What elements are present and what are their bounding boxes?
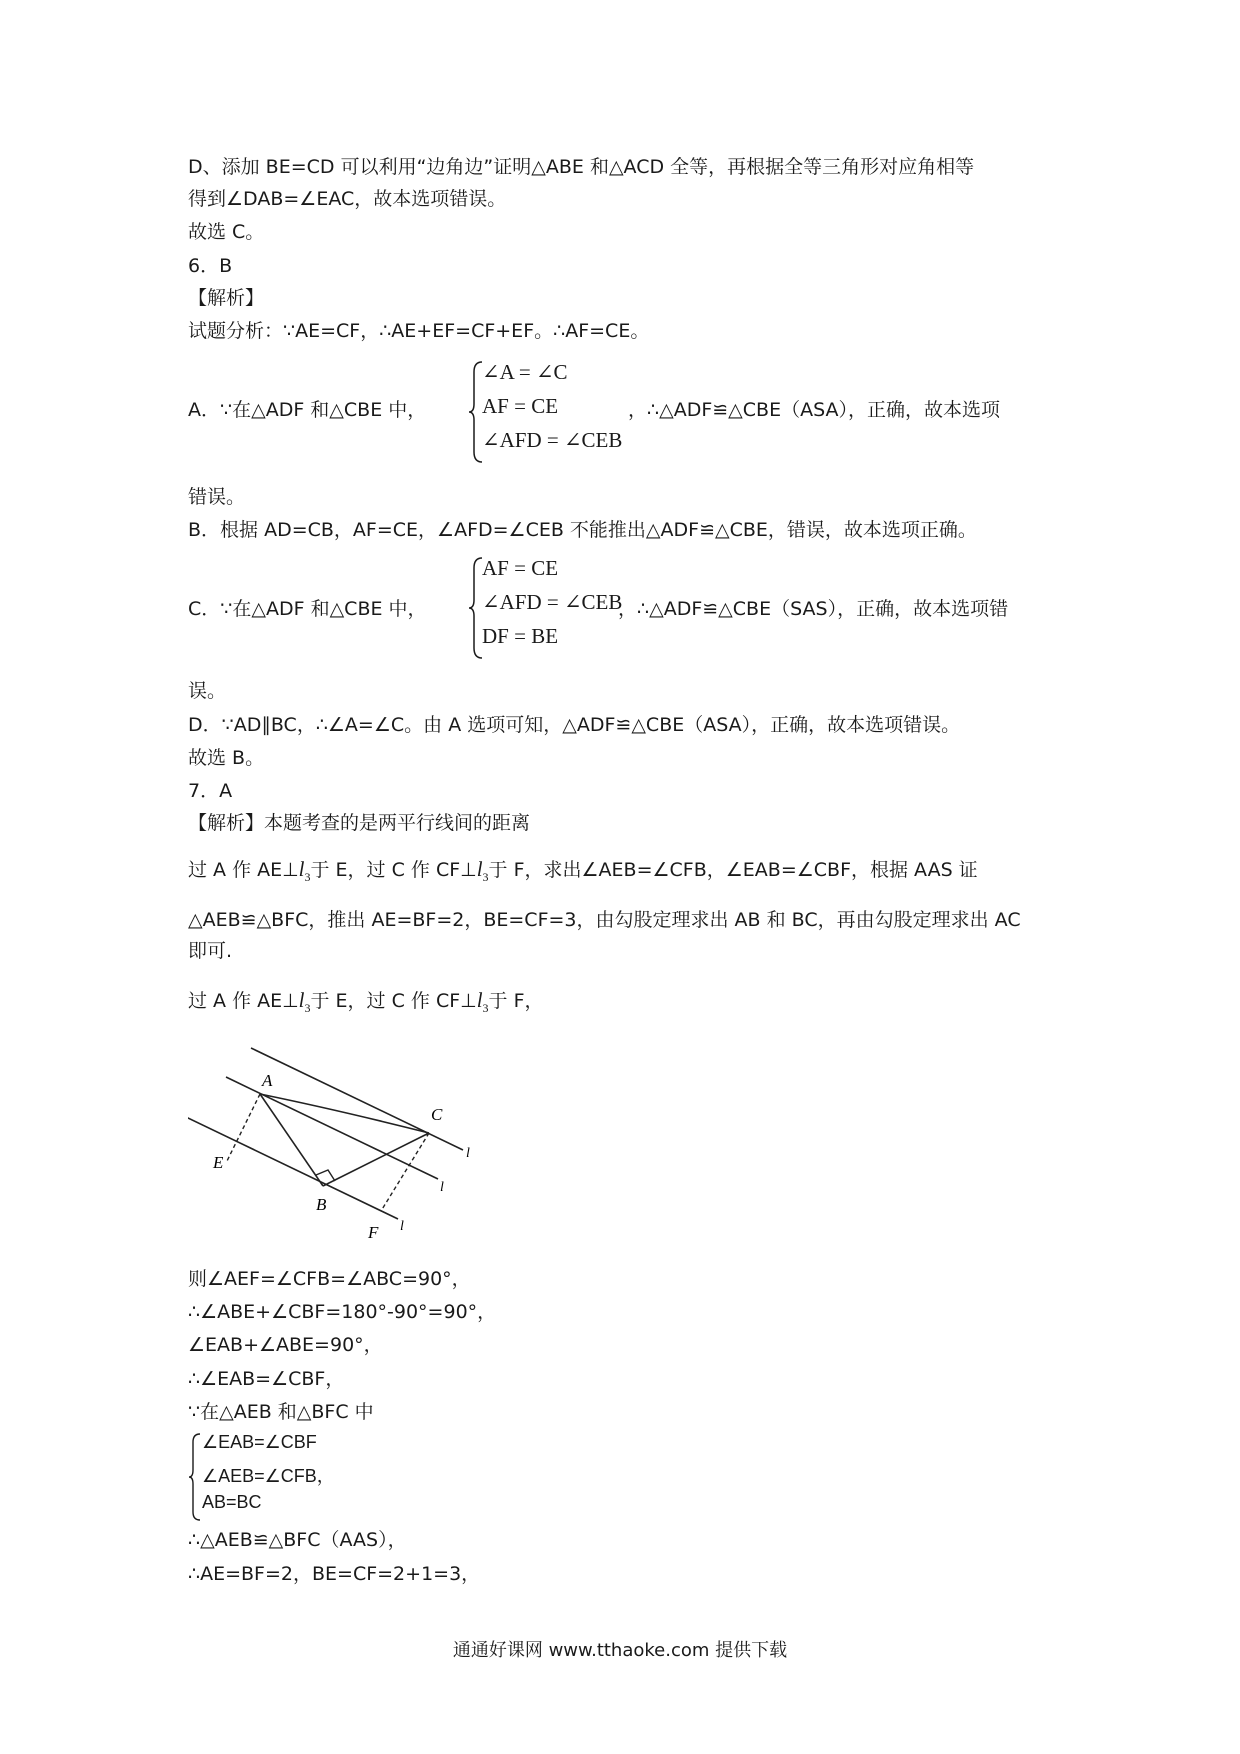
equation-line: AB=BC — [202, 1492, 262, 1512]
text-line: ∴AE=BF=2，BE=CF=2+1=3， — [188, 1563, 481, 1585]
option-a-prefix: A．∵在△ADF 和△CBE 中， — [188, 399, 427, 421]
section-heading: 【解析】本题考查的是两平行线间的距离 — [188, 812, 531, 834]
equation-line: AF = CE — [482, 556, 559, 580]
text-segment: 于 E，过 C 作 CF⊥ — [310, 990, 477, 1012]
label-a: A — [262, 1071, 273, 1090]
option-a-suffix: ，∴△ADF≌△CBE（ASA），正确，故本选项 — [628, 399, 1001, 421]
text-segment: 于 F， — [488, 990, 544, 1012]
text-line: △AEB≌△BFC，推出 AE=BF=2，BE=CF=3，由勾股定理求出 AB 和 BC，再由勾股定理求出 AC — [188, 909, 1021, 931]
text-segment: 过 A 作 AE⊥ — [188, 990, 299, 1012]
label-e: E — [213, 1153, 224, 1172]
text-line: 误。 — [188, 680, 227, 702]
text-line: ∠EAB+∠ABE=90°， — [188, 1334, 383, 1356]
option-b: B．根据 AD=CB，AF=CE，∠AFD=∠CEB 不能推出△ADF≌△CBE，错误，故本选项正确。 — [188, 519, 977, 541]
question-number: 6．B — [188, 255, 233, 277]
text-segment: 过 A 作 AE⊥ — [188, 859, 299, 881]
line-l3-symbol: $l_3$ — [476, 857, 489, 885]
text-line — [188, 987, 544, 1021]
option-c-suffix: ，∴△ADF≌△CBE（SAS），正确，故本选项错 — [618, 598, 1009, 620]
text-line: 错误。 — [188, 486, 246, 508]
equation-line: ∠AFD = ∠CEB — [482, 428, 623, 452]
option-c-prefix: C．∵在△ADF 和△CBE 中， — [188, 598, 427, 620]
equation-line: ∠AEB=∠CFB， — [202, 1466, 335, 1486]
text-line — [188, 856, 978, 890]
label-f: F — [368, 1223, 379, 1242]
label-b: B — [316, 1195, 327, 1214]
label-c: C — [431, 1105, 443, 1124]
text-line: ∴∠EAB=∠CBF， — [188, 1368, 345, 1390]
text-line: 得到∠DAB=∠EAC，故本选项错误。 — [188, 188, 507, 210]
option-d: D．∵AD∥BC，∴∠A=∠C。由 A 选项可知，△ADF≌△CBE（ASA），正确，故本选项错误。 — [188, 714, 961, 736]
label-l2: l — [440, 1180, 444, 1195]
text-segment: 于 E，过 C 作 CF⊥ — [310, 859, 477, 881]
label-l1: l — [466, 1146, 470, 1161]
line-l3-symbol: $l_3$ — [476, 988, 489, 1016]
text-line: 故选 B。 — [188, 747, 265, 769]
segment-ac-curve — [260, 1094, 429, 1133]
equation-line: ∠AFD = ∠CEB — [482, 590, 623, 614]
text-segment: 于 F，求出∠AEB=∠CFB，∠EAB=∠CBF，根据 AAS 证 — [488, 859, 978, 881]
text-line: D、添加 BE=CD 可以利用“边角边”证明△ABE 和△ACD 全等，再根据全等三角形对应角相等 — [188, 156, 975, 178]
equation-line: ∠A = ∠C — [482, 360, 568, 384]
text-line: ∴∠ABE+∠CBF=180°-90°=90°， — [188, 1301, 497, 1323]
text-line: ∴△AEB≌△BFC（AAS）， — [188, 1529, 407, 1551]
equation-line: ∠EAB=∠CBF — [202, 1432, 317, 1452]
question-number: 7．A — [188, 780, 233, 802]
page-footer: 通通好课网 www.tthaoke.com 提供下载 — [452, 1640, 788, 1661]
text-line: 则∠AEF=∠CFB=∠ABC=90°， — [188, 1268, 471, 1290]
geometry-figure — [188, 1040, 508, 1250]
label-l3: l — [400, 1219, 404, 1234]
line-l3-symbol: $l_3$ — [298, 988, 311, 1016]
text-line: 故选 C。 — [188, 221, 265, 243]
section-heading: 【解析】 — [188, 287, 265, 309]
text-line: ∵在△AEB 和△BFC 中 — [188, 1401, 374, 1423]
left-brace-icon — [188, 1432, 202, 1522]
text-line: 即可. — [188, 940, 233, 962]
text-line: 试题分析：∵AE=CF，∴AE+EF=CF+EF。∴AF=CE。 — [188, 320, 650, 342]
equation-line: DF = BE — [482, 624, 559, 648]
line-l3-symbol: $l_3$ — [298, 857, 311, 885]
equation-line: AF = CE — [482, 394, 559, 418]
